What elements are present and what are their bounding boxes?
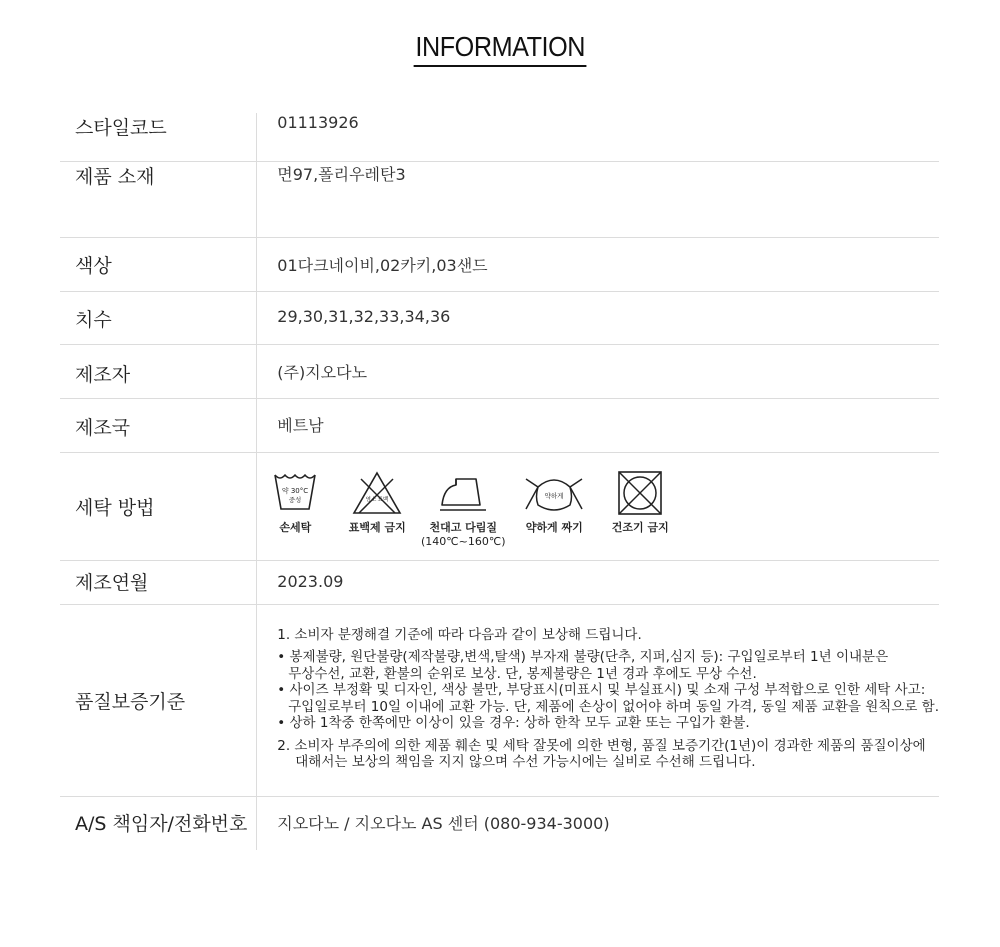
wash-icons bbox=[277, 453, 939, 549]
row-as bbox=[60, 796, 939, 850]
wash-item-bleach bbox=[347, 471, 407, 535]
label-wash: 세탁 방법 bbox=[60, 452, 257, 560]
quality-line: 무상수선, 교환, 환불의 순위로 보상. 단, 봉제불량은 1년 경과 후에도 무상 수선. bbox=[288, 665, 757, 682]
row-date bbox=[60, 560, 939, 604]
row-material bbox=[60, 161, 939, 237]
label-color: 색상 bbox=[60, 237, 257, 291]
label-size: 치수 bbox=[60, 291, 257, 344]
no-bleach-text1: 염소 bbox=[365, 496, 377, 503]
value-maker: (주)지오다노 bbox=[257, 344, 939, 398]
quality-line: 2. 소비자 부주의에 의한 제품 훼손 및 세탁 잘못에 의한 변형, 품질 보증기간(1년)이 경과한 제품의 품질이상에 bbox=[277, 737, 926, 754]
wash-item-dryer bbox=[605, 471, 675, 535]
quality-line: • 봉제불량, 원단불량(제작불량,변색,탈색) 부자재 불량(단추, 지퍼,심지 등): 구입일로부터 1년 이내분은 bbox=[277, 649, 889, 665]
no-tumble-dry-label: 건조기 금지 bbox=[611, 520, 669, 534]
value-as: 지오다노 / 지오다노 AS 센터 (080-934-3000) bbox=[277, 813, 610, 833]
value-date: 2023.09 bbox=[257, 560, 939, 604]
hand-wash-temp: 약 30°C bbox=[282, 486, 309, 495]
gentle-wring-text: 약하게 bbox=[544, 491, 564, 500]
quality-line: • 상하 1착중 한쪽에만 이상이 있을 경우: 상하 한착 모두 교환 또는 구입가 환불. bbox=[277, 715, 750, 731]
quality-line: 구입일로부터 10일 이내에 교환 가능. 단, 제품에 손상이 없어야 하며 동일 가격, 동일 제품 교환을 원칙으로 함. bbox=[288, 698, 939, 715]
iron-icon bbox=[438, 471, 488, 515]
label-as: A/S 책임자/전화번호 bbox=[60, 796, 257, 850]
wash-item-iron bbox=[421, 471, 506, 549]
hand-wash-label: 손세탁 bbox=[279, 520, 312, 534]
row-maker bbox=[60, 344, 939, 398]
label-quality: 품질보증기준 bbox=[60, 604, 257, 796]
row-style-code bbox=[60, 113, 939, 161]
no-bleach-label: 표백제 금지 bbox=[348, 520, 406, 534]
value-size: 29,30,31,32,33,34,36 bbox=[257, 291, 939, 344]
row-size bbox=[60, 291, 939, 344]
hand-wash-icon bbox=[273, 471, 317, 515]
label-maker: 제조자 bbox=[60, 344, 257, 398]
gentle-wring-label: 약하게 짜기 bbox=[525, 520, 583, 534]
quality-line: 대해서는 보상의 책임을 지지 않으며 수선 가능시에는 실비로 수선해 드립니다. bbox=[295, 754, 756, 770]
gentle-wring-icon bbox=[524, 471, 584, 515]
wash-item-wring bbox=[519, 471, 589, 535]
label-country: 제조국 bbox=[60, 398, 257, 452]
quality-line: 1. 소비자 분쟁해결 기준에 따라 다음과 같이 보상해 드립니다. bbox=[277, 626, 642, 643]
value-quality bbox=[257, 604, 939, 796]
quality-line: • 사이즈 부정확 및 디자인, 색상 불만, 부당표시(미표시 및 부실표시) 및 소재 구성 부적합으로 인한 세탁 사고: bbox=[277, 682, 926, 698]
wash-item-hand bbox=[275, 471, 315, 535]
page-title: INFORMATION bbox=[413, 30, 586, 67]
iron-temp-range: (140℃~160℃) bbox=[421, 534, 506, 548]
hand-wash-detergent: 중성 bbox=[288, 495, 302, 504]
value-country: 베트남 bbox=[257, 398, 939, 452]
row-quality bbox=[60, 604, 939, 796]
value-wash bbox=[257, 452, 939, 560]
label-date: 제조연월 bbox=[60, 560, 257, 604]
row-country bbox=[60, 398, 939, 452]
title-wrap bbox=[0, 30, 1000, 67]
value-color: 01다크네이비,02카키,03샌드 bbox=[257, 237, 939, 291]
no-bleach-text2: 표백 bbox=[377, 496, 389, 503]
label-style-code: 스타일코드 bbox=[60, 113, 257, 161]
row-wash bbox=[60, 452, 939, 560]
value-material: 면97,폴리우레탄3 bbox=[257, 161, 939, 237]
no-tumble-dry-icon bbox=[617, 471, 663, 515]
iron-label: 천대고 다림질 bbox=[429, 520, 498, 534]
quality-text-block bbox=[277, 605, 939, 771]
row-color bbox=[60, 237, 939, 291]
no-bleach-icon bbox=[352, 471, 402, 515]
label-material: 제품 소재 bbox=[60, 161, 257, 237]
value-style-code: 01113926 bbox=[257, 113, 939, 161]
info-table bbox=[60, 113, 939, 850]
